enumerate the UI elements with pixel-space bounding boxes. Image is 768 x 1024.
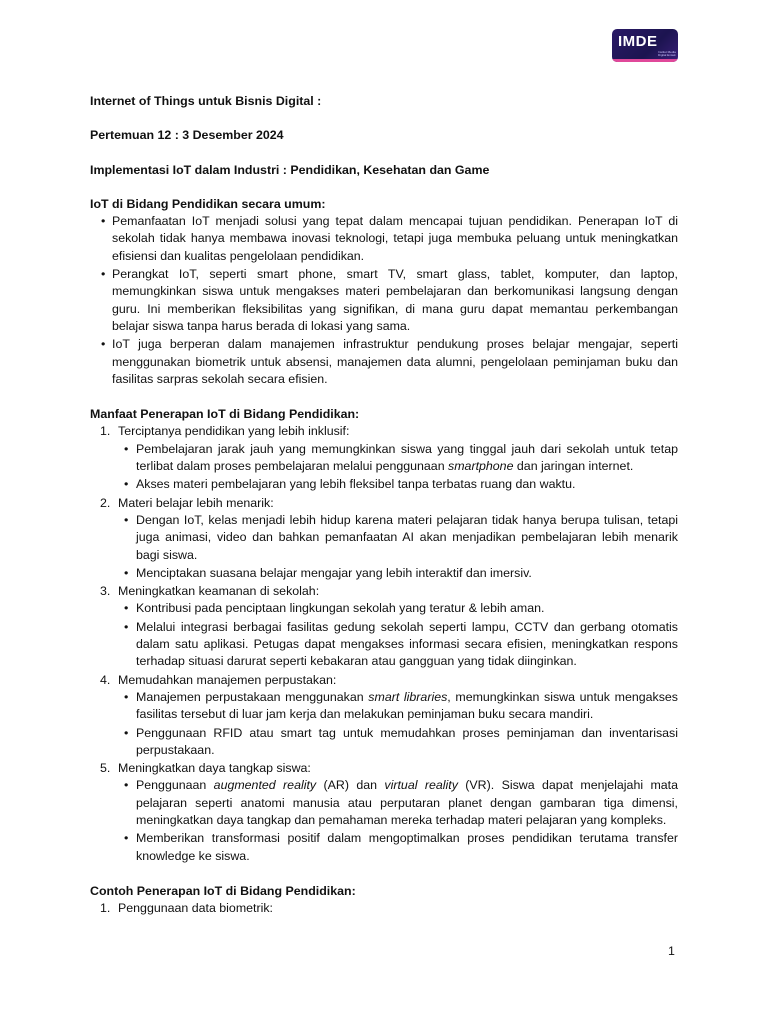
benefit-item — [90, 423, 678, 493]
list-item: • Penggunaan augmented reality (AR) dan virtual reality (VR). Siswa dapat menjelajahi mata pelajaran seperti anatomi manusia atau perputaran planet dengan gambaran tiga dimensi, meningkatkan daya tangkap dan pemahaman mereka terhadap materi pelajaran yang kompleks. — [118, 777, 678, 829]
item-label: Terciptanya pendidikan yang lebih inklusif: — [118, 424, 350, 439]
sub-bullet-list — [118, 441, 678, 494]
section-heading-general: IoT di Bidang Pendidikan secara umum: — [90, 196, 326, 211]
general-bullet-list — [90, 213, 678, 388]
sub-bullet-list — [118, 600, 678, 670]
list-item: • IoT juga berperan dalam manajemen infrastruktur pendukung proses belajar mengajar, seperti menggunakan biometrik untuk absensi, manajemen data alumni, pengelolaan peminjaman buku dan fasilitas sarpras sekolah secara efisien. — [90, 336, 678, 388]
benefit-item — [90, 672, 678, 759]
item-label: Materi belajar lebih menarik: — [118, 495, 274, 510]
item-number: 3. — [100, 584, 111, 599]
list-item: • Dengan IoT, kelas menjadi lebih hidup karena materi pelajaran tidak hanya berupa tulisan, tetapi juga animasi, video dan bahkan pemanfaatan AI akan menjadikan pembelajaran lebih menarik bagi siswa. — [118, 512, 678, 564]
sub-bullet-list — [118, 777, 678, 864]
item-number: 2. — [100, 495, 111, 510]
logo-text: IMDE — [618, 33, 658, 50]
document-body — [90, 93, 678, 917]
item-label: Memudahkan manajemen perpustakan: — [118, 672, 337, 687]
list-item: • Akses materi pembelajaran yang lebih fleksibel tanpa terbatas ruang dan waktu. — [118, 476, 678, 493]
section-heading-examples: Contoh Penerapan IoT di Bidang Pendidikan: — [90, 883, 356, 898]
list-item: • Memberikan transformasi positif dalam mengoptimalkan proses pendidikan terutama transfer knowledge ke siswa. — [118, 830, 678, 865]
document-title: Internet of Things untuk Bisnis Digital : — [90, 94, 322, 108]
item-label: Meningkatkan keamanan di sekolah: — [118, 584, 320, 599]
item-number: 5. — [100, 761, 111, 776]
examples-list — [90, 900, 678, 917]
list-item: • Kontribusi pada penciptaan lingkungan sekolah yang teratur & lebih aman. — [118, 600, 678, 617]
benefit-item — [90, 495, 678, 582]
item-number: 4. — [100, 672, 111, 687]
page-number: 1 — [668, 944, 675, 958]
logo-accent-bar — [612, 59, 678, 62]
item-label: Penggunaan data biometrik: — [118, 901, 273, 916]
list-item: • Menciptakan suasana belajar mengajar yang lebih interaktif dan imersiv. — [118, 565, 678, 582]
item-label: Meningkatkan daya tangkap siswa: — [118, 761, 311, 776]
benefits-list — [90, 423, 678, 864]
sub-bullet-list — [118, 512, 678, 582]
list-item: • Manajemen perpustakaan menggunakan smart libraries, memungkinkan siswa untuk mengakses fasilitas tersebut di luar jam kerja dan melakukan peminjaman buku secara mandiri. — [118, 689, 678, 724]
list-item: • Pemanfaatan IoT menjadi solusi yang tepat dalam mencapai tujuan pendidikan. Penerapan IoT di sekolah tidak hanya membawa inovasi teknologi, tetapi juga membuka peluang untuk meningkatkan efisiensi dan kualitas pengelolaan pendidikan. — [90, 213, 678, 265]
item-number: 1. — [100, 901, 111, 916]
imde-logo — [612, 29, 678, 62]
list-item: • Pembelajaran jarak jauh yang memungkinkan siswa yang tinggal jauh dari sekolah untuk tetap terlibat dalam proses pembelajaran melalui penggunaan smartphone dan jaringan internet. — [118, 441, 678, 476]
meeting-info: Pertemuan 12 : 3 Desember 2024 — [90, 128, 284, 143]
item-number: 1. — [100, 424, 111, 439]
benefit-item — [90, 760, 678, 865]
benefit-item — [90, 583, 678, 670]
sub-bullet-list — [118, 689, 678, 759]
topic-heading: Implementasi IoT dalam Industri : Pendidikan, Kesehatan dan Game — [90, 162, 490, 177]
example-item — [90, 900, 678, 917]
list-item: • Perangkat IoT, seperti smart phone, smart TV, smart glass, tablet, komputer, dan laptop, memungkinkan siswa untuk mengakses materi pembelajaran dan berkomunikasi langsung dengan guru. Ini memberikan fleksibilitas yang signifikan, di mana guru dapat memantau perkembangan belajar siswa tanpa harus berada di lokasi yang sama. — [90, 266, 678, 335]
section-heading-benefits: Manfaat Penerapan IoT di Bidang Pendidikan: — [90, 407, 360, 422]
list-item: • Melalui integrasi berbagai fasilitas gedung sekolah seperti lampu, CCTV dan gerbang otomatis dalam satu aplikasi. Petugas dapat mengakses informasi secara efisien, meningkatkan respons terhadap situasi darurat seperti kebakaran atau gangguan yang tidak diinginkan. — [118, 619, 678, 671]
list-item: • Penggunaan RFID atau smart tag untuk memudahkan proses peminjaman dan inventarisasi perpustakaan. — [118, 725, 678, 760]
logo-subtext: Institut Media Digital Emtek — [658, 50, 676, 57]
